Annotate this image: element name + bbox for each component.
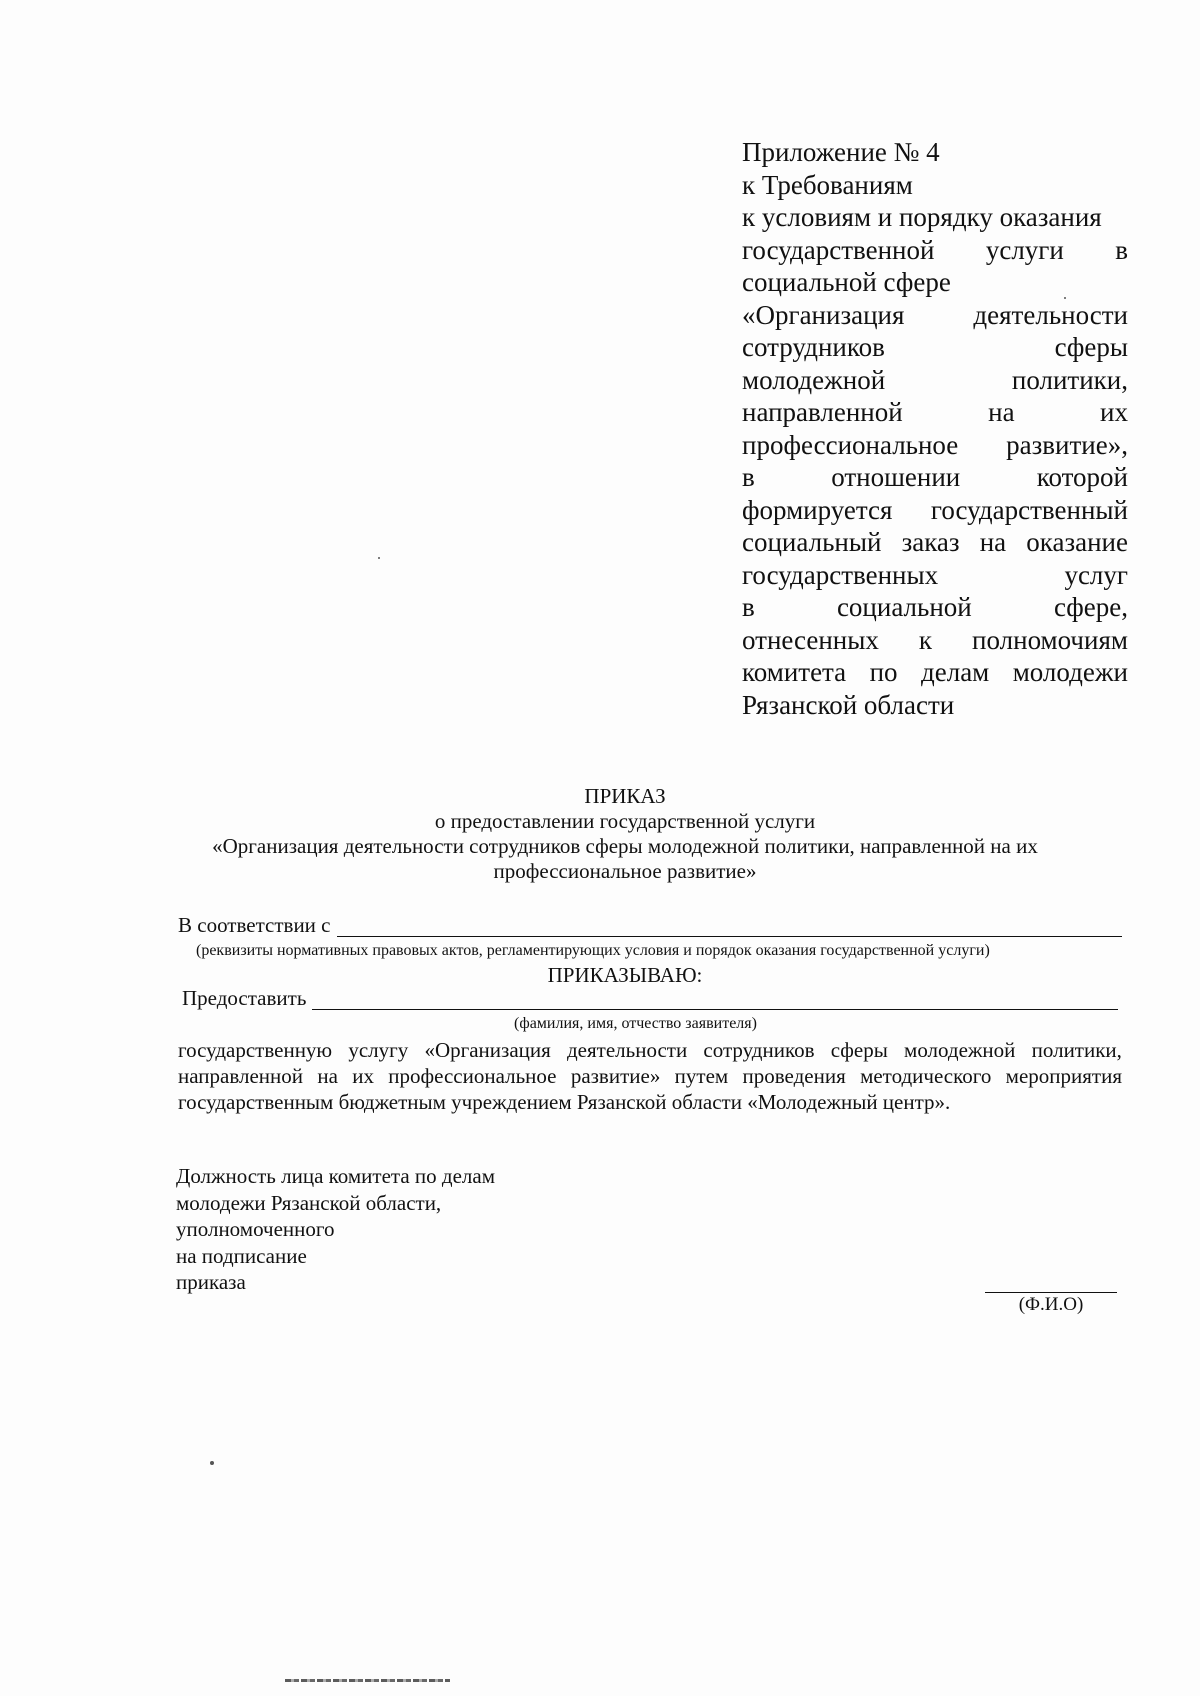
applicant-fill-line[interactable] — [312, 989, 1118, 1010]
appendix-word: услуги — [985, 234, 1064, 265]
order-heading — [150, 784, 1100, 884]
body-word: «Организация — [424, 1038, 551, 1062]
order-subtitle: профессиональное развитие» — [493, 859, 757, 883]
scan-speck — [210, 1461, 214, 1465]
basis-fill-line[interactable] — [337, 916, 1123, 937]
appendix-line — [742, 429, 1128, 462]
body-word: проведения — [742, 1064, 846, 1088]
appendix-word: формируется — [742, 494, 893, 525]
appendix-line — [742, 364, 1128, 397]
appendix-line — [742, 624, 1128, 657]
appendix-word: отнесенных — [742, 624, 879, 655]
appendix-line — [742, 234, 1128, 267]
appendix-header — [742, 136, 1128, 721]
basis-label: В соответствии с — [178, 913, 331, 937]
appendix-line — [742, 461, 1128, 494]
body-word: их — [352, 1064, 374, 1088]
appendix-word: заказ — [901, 527, 960, 557]
appendix-word: молодежной — [742, 364, 886, 395]
body-word: путем — [674, 1064, 729, 1088]
body-word: на — [317, 1064, 338, 1088]
body-word: направленной — [178, 1064, 303, 1088]
appendix-word: к — [918, 624, 933, 655]
body-word: мероприятия — [1005, 1064, 1122, 1088]
body-word: методического — [860, 1064, 992, 1088]
appendix-word: на — [979, 527, 1007, 557]
grant-row — [182, 986, 1118, 1010]
signer-position — [176, 1163, 495, 1296]
appendix-word: деятельности — [973, 299, 1128, 330]
appendix-line — [742, 689, 1128, 722]
appendix-justified-lines — [742, 234, 1128, 722]
appendix-line — [742, 526, 1128, 559]
signer-line: уполномоченного — [176, 1217, 335, 1241]
appendix-word: государственных — [742, 559, 939, 590]
appendix-word: социальной сфере — [742, 267, 951, 297]
order-subtitle: «Организация деятельности сотрудников сферы молодежной политики, направленной на их — [212, 834, 1038, 858]
basis-row — [178, 913, 1122, 937]
appendix-word: на — [988, 397, 1015, 427]
grant-label: Предоставить — [182, 986, 307, 1010]
appendix-word: в — [742, 592, 755, 622]
appendix-line: Приложение № 4 — [742, 137, 940, 167]
appendix-word: профессиональное — [742, 429, 959, 460]
body-word: молодежной — [904, 1038, 1016, 1062]
order-subtitle: о предоставлении государственной услуги — [434, 809, 816, 833]
appendix-line: к условиям и порядку оказания — [742, 202, 1102, 232]
appendix-word: их — [1100, 397, 1128, 427]
body-word: сферы — [830, 1038, 888, 1062]
appendix-word: направленной — [742, 397, 903, 427]
appendix-word: государственный — [930, 494, 1128, 525]
appendix-word: «Организация — [742, 299, 905, 330]
signer-line: на подписание — [176, 1243, 307, 1268]
appendix-word: оказание — [1026, 527, 1128, 557]
appendix-word: Рязанской области — [742, 689, 955, 720]
body-line — [178, 1037, 1122, 1063]
signer-line: приказа — [176, 1270, 246, 1294]
scan-artifact-strip — [285, 1679, 450, 1682]
body-word: развитие» — [570, 1064, 661, 1088]
scan-speck — [378, 557, 380, 559]
body-word: сотрудников — [703, 1038, 815, 1062]
body-line: государственным бюджетным учреждением Рязанской области «Молодежный центр». — [178, 1090, 951, 1114]
appendix-line — [742, 299, 1128, 332]
appendix-line: к Требованиям — [742, 169, 913, 200]
appendix-word: комитета — [742, 657, 847, 687]
appendix-word: которой — [1036, 462, 1128, 492]
appendix-word: сферы — [1054, 332, 1128, 362]
appendix-line — [742, 494, 1128, 527]
order-title: ПРИКАЗ — [584, 784, 666, 808]
appendix-word: сотрудников — [742, 332, 885, 362]
appendix-word: сфере, — [1053, 592, 1128, 622]
grant-hint: (фамилия, имя, отчество заявителя) — [514, 1015, 757, 1032]
body-word: деятельности — [566, 1038, 688, 1062]
scan-speck — [1064, 297, 1066, 299]
appendix-word: молодежи — [1012, 657, 1128, 687]
appendix-line — [742, 266, 1128, 299]
appendix-word: в — [742, 462, 755, 492]
appendix-line — [742, 396, 1128, 429]
signer-name-caption: (Ф.И.О) — [1018, 1294, 1084, 1315]
signature-line[interactable] — [985, 1292, 1117, 1293]
appendix-line — [742, 559, 1128, 592]
body-word: услугу — [348, 1038, 409, 1062]
appendix-word: социальной — [836, 592, 972, 622]
body-word: государственную — [178, 1038, 333, 1062]
appendix-word: делам — [921, 657, 990, 687]
appendix-word: отношении — [831, 462, 961, 492]
appendix-line — [742, 331, 1128, 364]
appendix-word: государственной — [742, 234, 935, 265]
signer-line: Должность лица комитета по делам — [176, 1164, 495, 1188]
basis-hint: (реквизиты нормативных правовых актов, регламентирующих условия и порядок оказания государственной услуги) — [196, 942, 990, 959]
body-line — [178, 1063, 1122, 1089]
appendix-word: полномочиям — [972, 624, 1128, 655]
appendix-line — [742, 656, 1128, 689]
appendix-word: социальный — [742, 527, 882, 557]
appendix-word: услуг — [1064, 559, 1128, 590]
appendix-word: по — [869, 657, 898, 687]
appendix-word: развитие», — [1006, 429, 1128, 460]
signer-line: молодежи Рязанской области, — [176, 1190, 442, 1215]
order-directive: ПРИКАЗЫВАЮ: — [547, 963, 703, 987]
body-word: профессиональное — [388, 1064, 557, 1088]
order-body — [178, 1037, 1122, 1115]
appendix-word: политики, — [1011, 364, 1128, 395]
appendix-word: в — [1115, 234, 1128, 265]
body-word: политики, — [1031, 1038, 1122, 1062]
appendix-line — [742, 591, 1128, 624]
